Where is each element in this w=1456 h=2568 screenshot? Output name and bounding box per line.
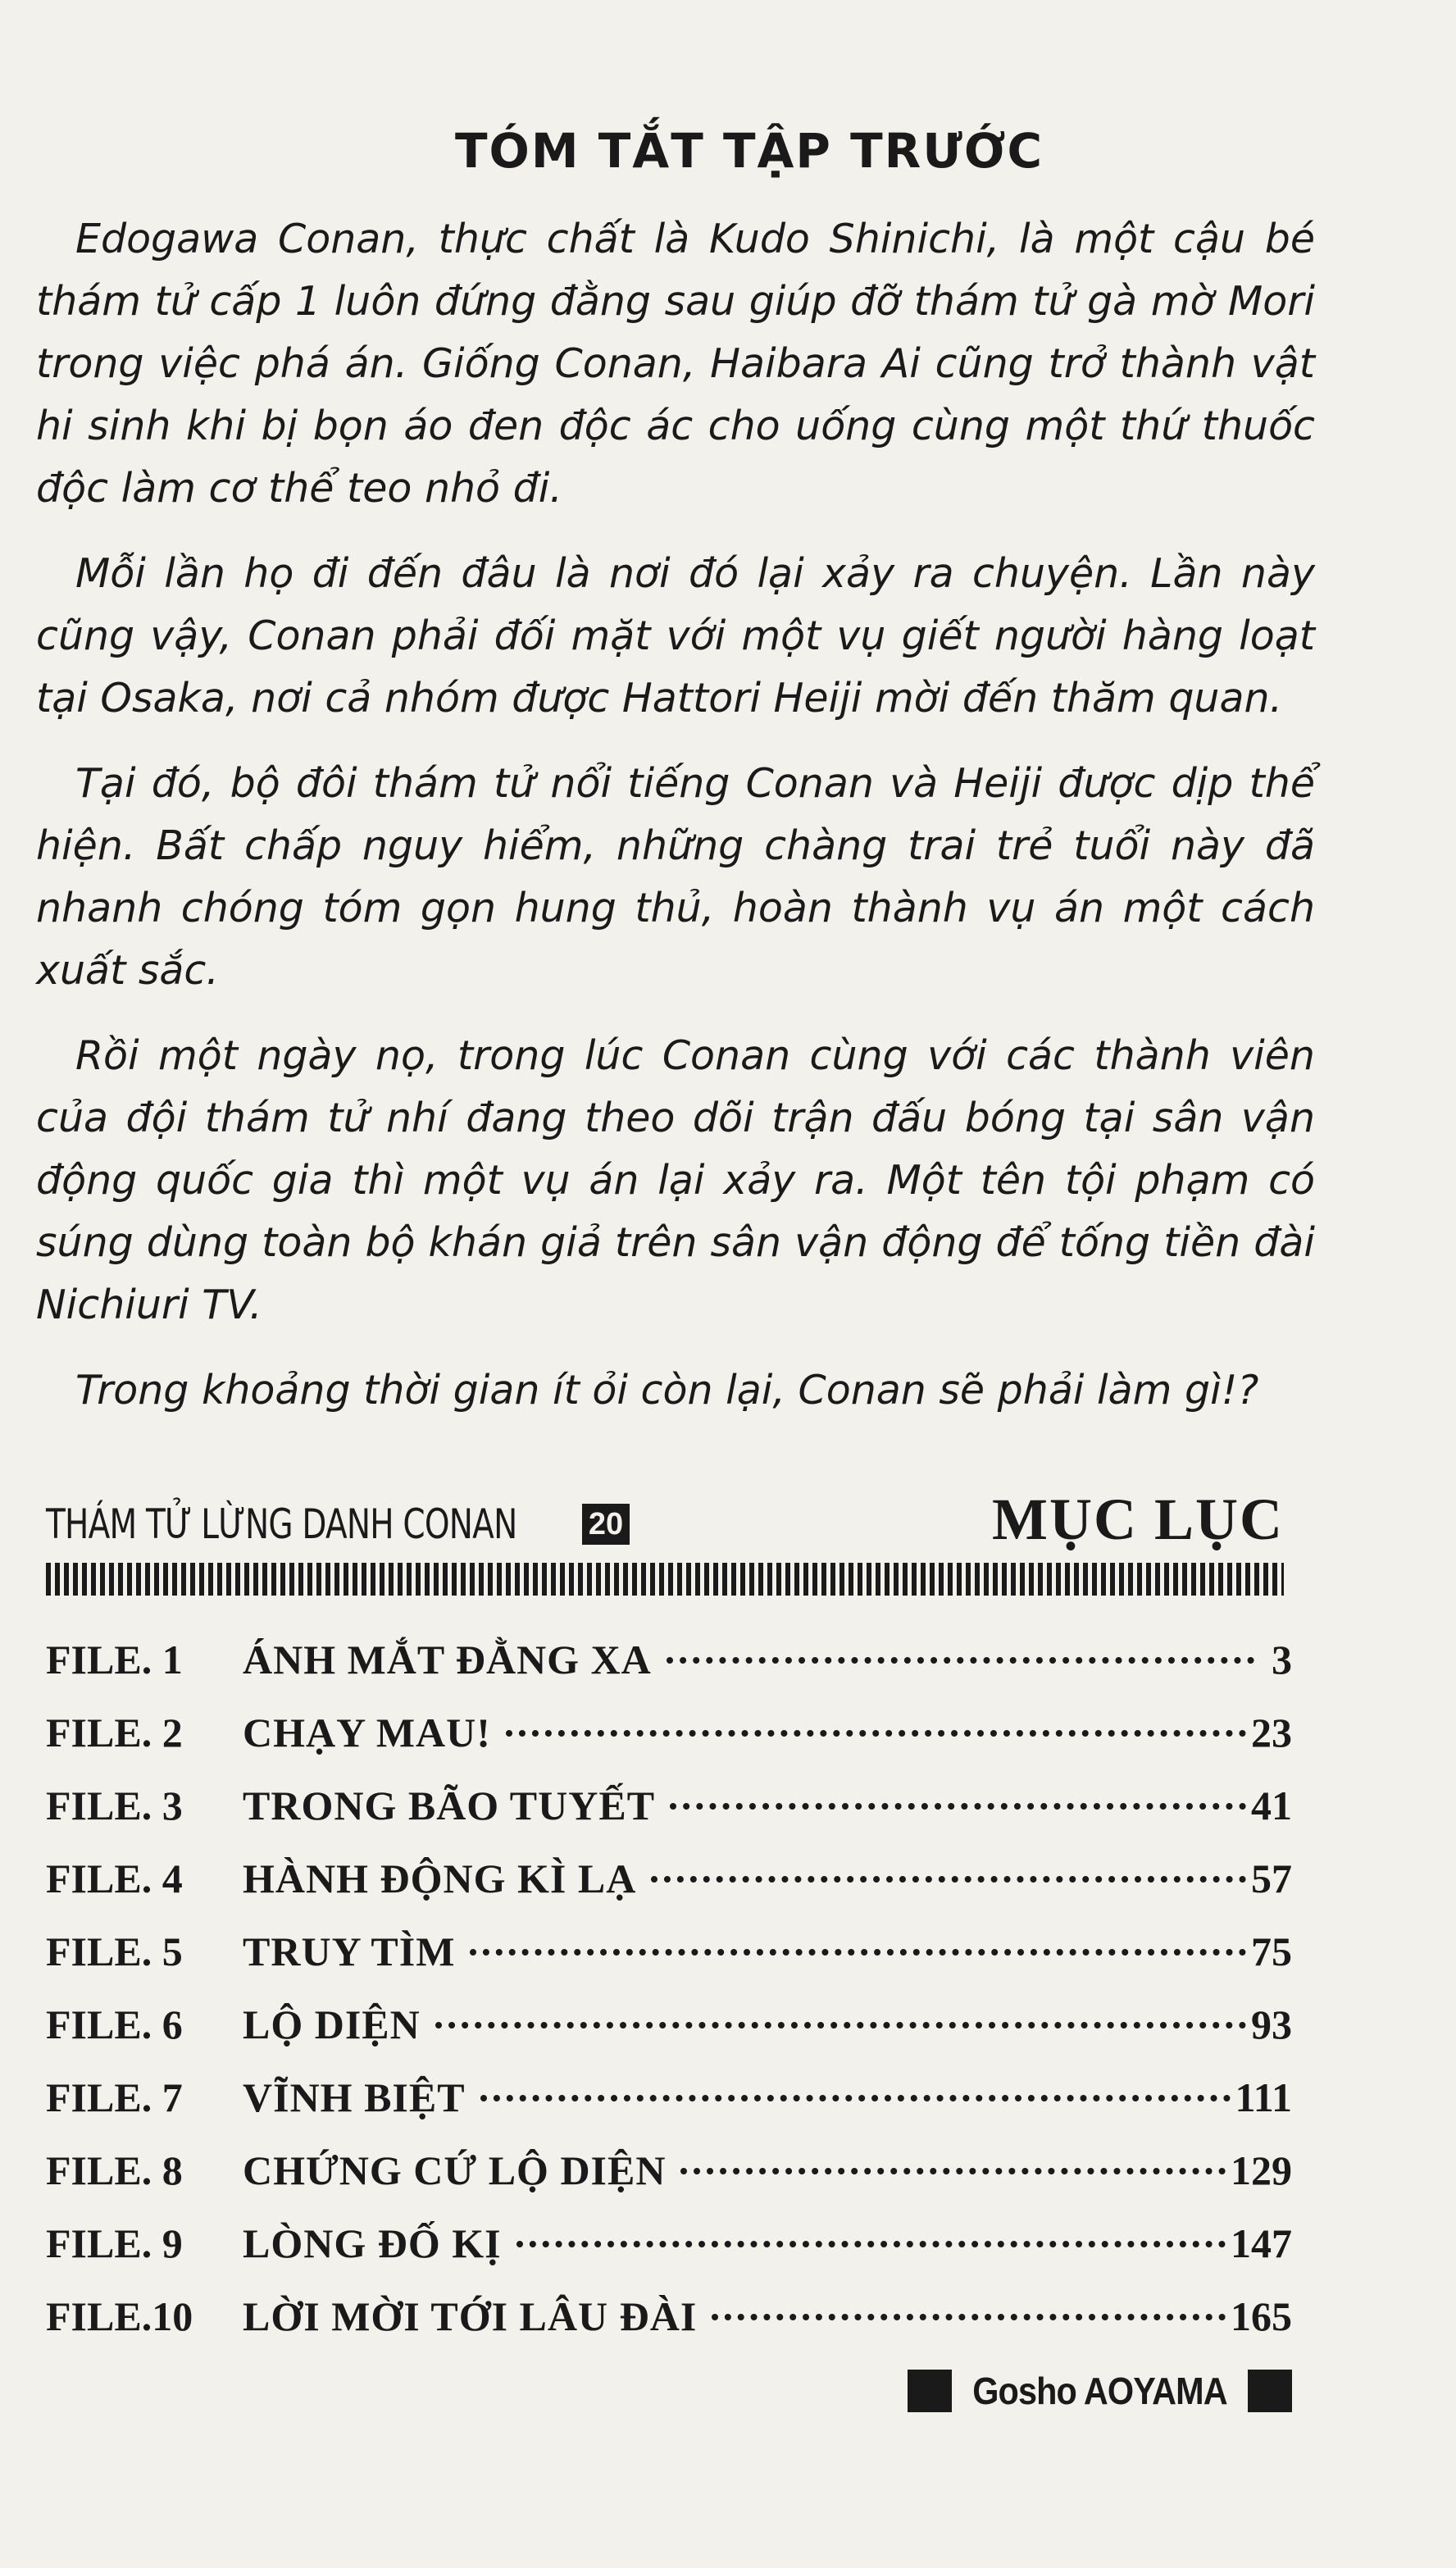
toc-entry-3: [46, 1769, 1292, 1842]
toc-entry-5: [46, 1915, 1292, 1988]
toc-entry-1: [46, 1623, 1292, 1696]
toc-dot-leader: [470, 1949, 1246, 1956]
toc-page-number: 147: [1231, 2220, 1292, 2266]
toc-header: [46, 1484, 1284, 1558]
toc-page-number: 129: [1231, 2147, 1292, 2193]
author-right-block: [1248, 2370, 1292, 2412]
toc-entry-2: [46, 1696, 1292, 1769]
decorative-tick-rule: [46, 1563, 1284, 1596]
previous-volume-summary: [36, 123, 1315, 1445]
toc-page-number: 23: [1251, 1710, 1292, 1755]
table-of-contents: [46, 1623, 1292, 2353]
summary-paragraph-4: Rồi một ngày nọ, trong lúc Conan cùng với các thành viên của đội thám tử nhí đang theo dõi trận đấu bóng tại sân vận động quốc gia thì một vụ án lại xảy ra. Một tên tội phạm có súng dùng toàn bộ khán giả trên sân vận động để tống tiền đài Nichiuri TV.: [36, 1032, 1315, 1328]
summary-paragraph-2: Mỗi lần họ đi đến đâu là nơi đó lại xảy ra chuyện. Lần này cũng vậy, Conan phải đối mặt với một vụ giết người hàng loạt tại Osaka, nơi cả nhóm được Hattori Heiji mời đến thăm quan.: [36, 550, 1315, 722]
toc-file-number: FILE. 5: [46, 1928, 183, 1974]
toc-dot-leader: [506, 1730, 1246, 1737]
toc-entry-9: [46, 2207, 1292, 2280]
toc-file-number: FILE. 6: [46, 2001, 183, 2047]
toc-chapter-title: ÁNH MẮT ĐẰNG XA: [243, 1637, 652, 1682]
toc-page-number: 3: [1272, 1637, 1292, 1682]
toc-file-number: FILE. 1: [46, 1637, 183, 1682]
toc-dot-leader: [480, 2095, 1231, 2101]
toc-dot-leader: [712, 2314, 1226, 2320]
toc-entry-4: [46, 1842, 1292, 1915]
toc-page-number: 57: [1251, 1855, 1292, 1901]
toc-chapter-title: LỜI MỜI TỚI LÂU ĐÀI: [243, 2293, 698, 2339]
toc-chapter-title: TRONG BÃO TUYẾT: [243, 1783, 656, 1828]
toc-file-number: FILE. 2: [46, 1710, 183, 1755]
summary-paragraph-1: Edogawa Conan, thực chất là Kudo Shinichi, là một cậu bé thám tử cấp 1 luôn đứng đằng sau giúp đỡ thám tử gà mờ Mori trong việc phá án. Giống Conan, Haibara Ai cũng trở thành vật hi sinh khi bị bọn áo đen độc ác cho uống cùng một thứ thuốc độc làm cơ thể teo nhỏ đi.: [36, 216, 1315, 512]
author-name: Gosho AOYAMA: [972, 2370, 1227, 2412]
toc-file-number: FILE. 7: [46, 2074, 183, 2120]
toc-page-number: 165: [1231, 2293, 1292, 2339]
toc-file-number: FILE. 8: [46, 2147, 183, 2193]
toc-entry-7: [46, 2061, 1292, 2134]
toc-file-number: FILE.10: [46, 2293, 193, 2339]
toc-entry-6: [46, 1988, 1292, 2061]
toc-dot-leader: [667, 1657, 1254, 1664]
summary-paragraph-5: Trong khoảng thời gian ít ỏi còn lại, Conan sẽ phải làm gì!?: [75, 1367, 1259, 1414]
author-left-block: [908, 2370, 952, 2412]
toc-dot-leader: [651, 1876, 1246, 1883]
toc-dot-leader: [680, 2168, 1226, 2174]
toc-file-number: FILE. 3: [46, 1783, 183, 1828]
summary-title: TÓM TẮT TẬP TRƯỚC: [454, 123, 1044, 179]
toc-chapter-title: LÒNG ĐỐ KỊ: [243, 2220, 502, 2266]
author-credit: [908, 2363, 1292, 2419]
toc-entry-8: [46, 2134, 1292, 2207]
toc-chapter-title: CHỨNG CỨ LỘ DIỆN: [243, 2147, 667, 2193]
summary-paragraph-3: Tại đó, bộ đôi thám tử nổi tiếng Conan và Heiji được dịp thể hiện. Bất chấp nguy hiểm, những chàng trai trẻ tuổi này đã nhanh chóng tóm gọn hung thủ, hoàn thành vụ án một cách xuất sắc.: [36, 760, 1315, 994]
toc-dot-leader: [516, 2241, 1226, 2247]
toc-file-number: FILE. 9: [46, 2220, 183, 2266]
toc-title: MỤC LỤC: [992, 1487, 1284, 1552]
volume-badge: 20: [582, 1504, 630, 1545]
toc-page-number: 93: [1251, 2001, 1292, 2047]
toc-chapter-title: TRUY TÌM: [243, 1928, 456, 1974]
toc-page-number: 111: [1235, 2074, 1292, 2120]
series-title: THÁM TỬ LỪNG DANH CONAN: [46, 1500, 517, 1548]
toc-chapter-title: LỘ DIỆN: [243, 2001, 421, 2047]
toc-page-number: 41: [1251, 1783, 1292, 1828]
toc-dot-leader: [670, 1803, 1246, 1810]
toc-chapter-title: HÀNH ĐỘNG KÌ LẠ: [243, 1855, 637, 1901]
toc-file-number: FILE. 4: [46, 1855, 183, 1901]
toc-chapter-title: VĨNH BIỆT: [243, 2074, 466, 2120]
toc-dot-leader: [435, 2022, 1246, 2028]
toc-entry-10: [46, 2280, 1292, 2353]
toc-chapter-title: CHẠY MAU!: [243, 1710, 491, 1755]
toc-page-number: 75: [1251, 1928, 1292, 1974]
